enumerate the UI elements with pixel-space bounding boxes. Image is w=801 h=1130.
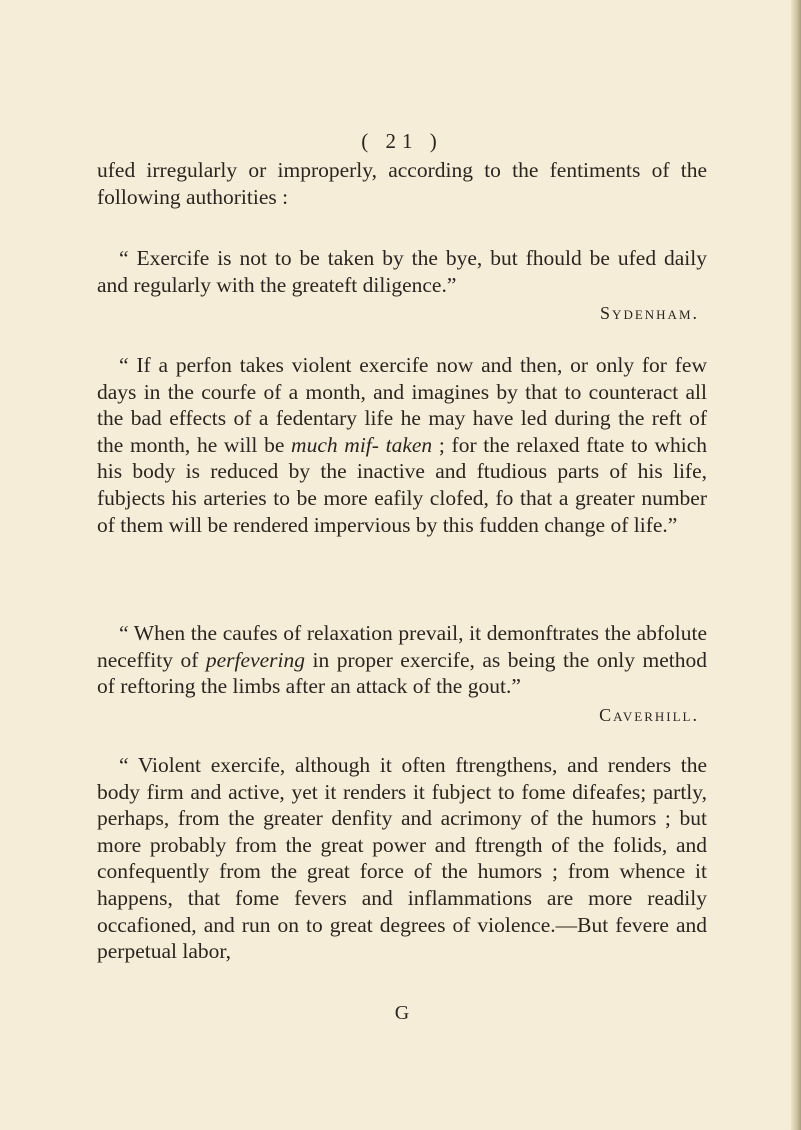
catchword: G bbox=[394, 1002, 410, 1024]
intro-paragraph: ufed irregularly or improperly, according to the fentiments of the following authorities : bbox=[97, 158, 707, 209]
author-sydenham: Sydenham. bbox=[600, 303, 699, 323]
quote-text-start: “ If a perfon takes violent exercife now and then, or only for few days in the courfe of a month, and imagines by that to counteract all the bad effects of a fedentary life he may have led during the reft of the month, he will be bbox=[97, 353, 707, 457]
quote-emphasis: much mif- taken bbox=[291, 432, 433, 457]
quote-text-start: “ When the caufes of relaxation prevail, it demonftrates the abfolute neceffity of bbox=[97, 621, 707, 672]
quote-text-end: ; for the relaxed ftate to which his body is reduced by the inactive and ftudious parts of his life, fubjects his arteries to be more eafily clofed, fo that a greater number of them will be rendered impervious by this fudden change of life.” bbox=[97, 432, 708, 537]
page-number: ( 21 ) bbox=[361, 129, 443, 153]
page-edge bbox=[791, 0, 801, 1130]
quote-relaxation bbox=[97, 352, 707, 538]
author-caverhill: Caverhill. bbox=[599, 705, 699, 725]
quote-violent-exercise: “ Violent exercife, although it often ftrengthens, and renders the body firm and active, yet it renders it fubject to fome difeafes; partly, perhaps, from the greater denfity and acrimony of the humors ; but more probably from the great power and ftrength of the folids, and confequently from the great force of the humors ; from whence it happens, that fome fevers and inflammations are more readily occafioned, and run on to great degrees of violence.—But fevere and perpetual labor, bbox=[97, 753, 707, 964]
quote-sydenham: “ Exercife is not to be taken by the bye, but fhould be ufed daily and regularly with the greateft diligence.” bbox=[97, 246, 707, 297]
quote-text-end: in proper exercife, as being the only method of reftoring the limbs after an attack of the gout.” bbox=[97, 647, 707, 699]
quote-caverhill bbox=[97, 620, 707, 700]
quote-emphasis: perfevering bbox=[205, 647, 305, 672]
